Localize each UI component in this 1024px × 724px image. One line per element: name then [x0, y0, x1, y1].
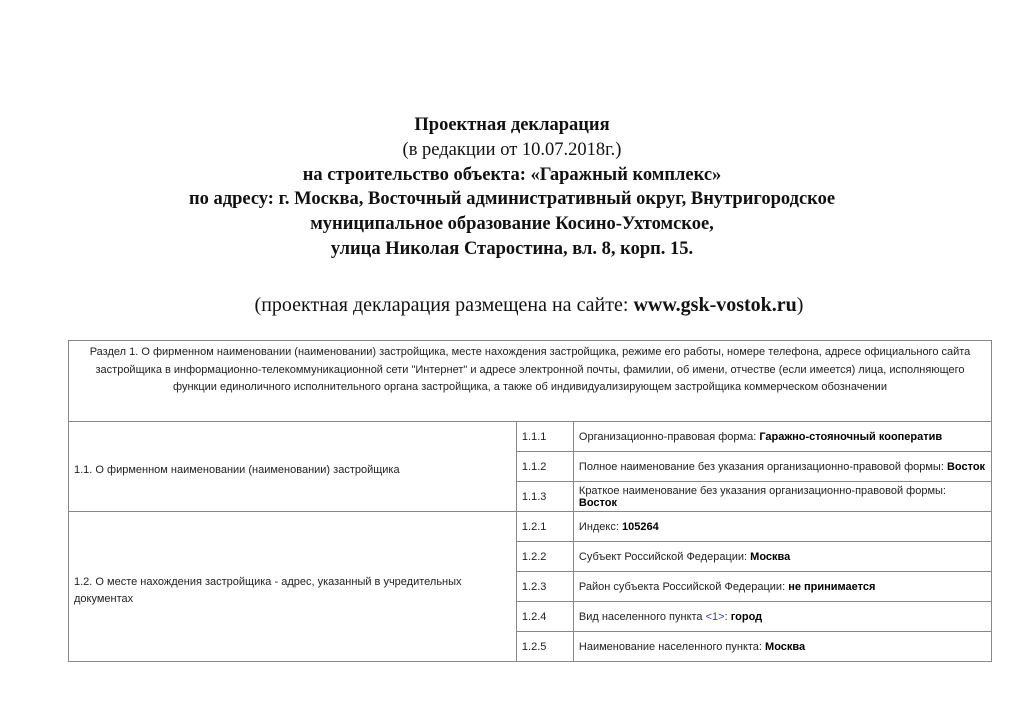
row-label: Краткое наименование без указания организационно-правовой формы: — [578, 484, 946, 497]
subsection-title: 1.1. О фирменном наименовании (наименовании) застройщика — [69, 422, 517, 512]
table-row — [69, 512, 992, 542]
row-value: Восток — [578, 496, 618, 509]
row-value: 105264 — [621, 520, 659, 533]
row-label: Организационно-правовая форма: — [578, 430, 760, 443]
row-content — [573, 602, 991, 632]
footnote-ref[interactable]: <1> — [705, 610, 725, 623]
row-number: 1.2.5 — [516, 632, 573, 662]
title-line: на строительство объекта: «Гаражный комплекс» — [302, 164, 722, 185]
table-row — [69, 422, 992, 452]
declaration-table — [68, 340, 992, 662]
title-line: Проектная декларация — [414, 115, 610, 135]
row-number: 1.1.3 — [516, 482, 573, 512]
site-url[interactable]: www.gsk-vostok.ru — [633, 294, 797, 316]
row-number: 1.1.1 — [516, 422, 573, 452]
row-number: 1.2.1 — [516, 512, 573, 542]
section-header: Раздел 1. О фирменном наименовании (наименовании) застройщика, месте нахождения застройщика, режиме его работы, номере телефона, адресе официального сайта застройщика в информационно-телекоммуникационной сети "Интернет" и адресе электронной почты, фамилии, об имени, отчестве (если имеется) лица, исполняющего функции единоличного исполнительного органа застройщика, а также об индивидуализирующем застройщика коммерческом обозначении — [69, 341, 992, 422]
row-value: Гаражно-стояночный кооператив — [759, 430, 943, 443]
row-value: Восток — [946, 460, 986, 473]
row-label: Наименование населенного пункта: — [578, 640, 766, 653]
row-label: Субъект Российской Федерации: — [578, 550, 751, 563]
row-sep: : — [724, 610, 731, 623]
site-note — [0, 294, 1024, 317]
row-value: Москва — [750, 550, 791, 563]
row-number: 1.2.4 — [516, 602, 573, 632]
title-line: улица Николая Старостина, вл. 8, корп. 15. — [330, 238, 694, 259]
row-label: Вид населенного пункта — [578, 610, 706, 623]
row-content — [573, 632, 991, 662]
document-title — [0, 113, 1024, 262]
row-content — [573, 422, 991, 452]
row-value: не принимается — [788, 580, 876, 593]
title-line: (в редакции от 10.07.2018г.) — [402, 139, 622, 160]
row-label: Полное наименование без указания организационно-правовой формы: — [578, 460, 947, 473]
row-value: Москва — [765, 640, 806, 653]
site-prefix: (проектная декларация размещена на сайте: — [254, 294, 634, 316]
row-content — [573, 482, 991, 512]
title-line: муниципальное образование Косино-Ухтомское, — [310, 214, 714, 235]
row-content — [573, 542, 991, 572]
row-label: Индекс: — [578, 520, 622, 533]
row-number: 1.1.2 — [516, 452, 573, 482]
row-value: город — [730, 610, 763, 623]
row-content — [573, 452, 991, 482]
title-line: по адресу: г. Москва, Восточный административный округ, Внутригородское — [188, 189, 836, 210]
row-content — [573, 572, 991, 602]
row-label: Район субъекта Российской Федерации: — [578, 580, 789, 593]
site-suffix: ) — [796, 294, 804, 316]
subsection-title: 1.2. О месте нахождения застройщика - адрес, указанный в учредительных документах — [69, 512, 517, 662]
row-number: 1.2.2 — [516, 542, 573, 572]
row-number: 1.2.3 — [516, 572, 573, 602]
row-content — [573, 512, 991, 542]
